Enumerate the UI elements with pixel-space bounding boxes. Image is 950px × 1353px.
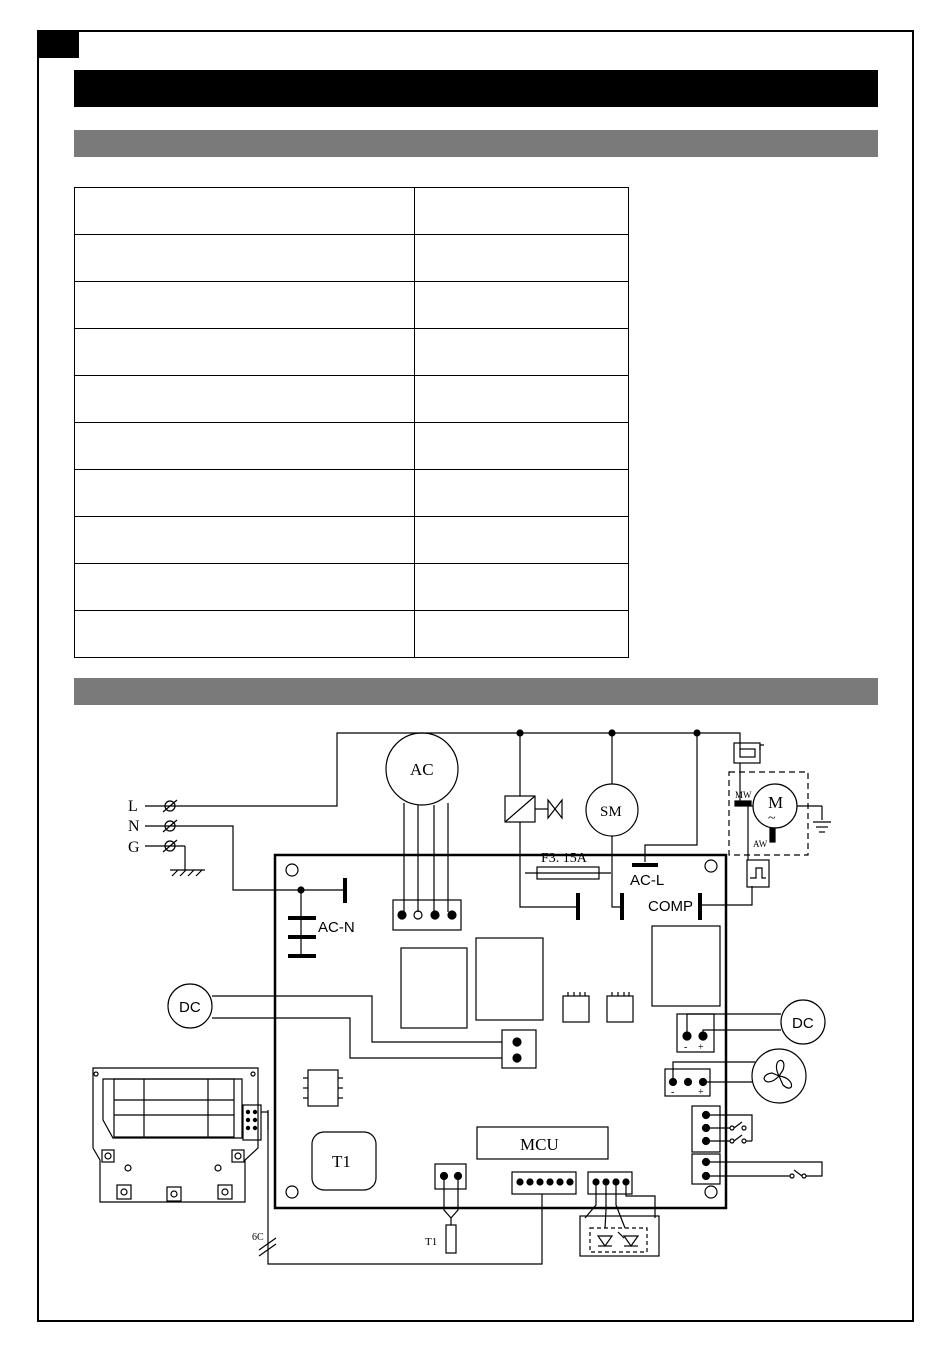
comp-label: COMP <box>648 898 693 915</box>
spec-label-cell <box>75 376 415 423</box>
section-bar-specifications <box>74 130 878 157</box>
spec-row <box>75 235 629 282</box>
dc-minus: - <box>684 1042 688 1053</box>
spec-value-cell <box>415 517 629 564</box>
wiring-diagram <box>0 700 950 1300</box>
dc-plus: + <box>698 1042 704 1053</box>
spec-label-cell <box>75 470 415 517</box>
spec-table <box>74 187 629 658</box>
fan-plus: + <box>698 1087 704 1098</box>
spec-label-cell <box>75 564 415 611</box>
spec-row <box>75 282 629 329</box>
spec-row <box>75 188 629 235</box>
motor-tilde-label: ~ <box>768 811 776 826</box>
spec-label-cell <box>75 517 415 564</box>
sync-motor-label: SM <box>600 804 622 820</box>
spec-label-cell <box>75 611 415 658</box>
spec-row <box>75 329 629 376</box>
spec-value-cell <box>415 470 629 517</box>
spec-value-cell <box>415 376 629 423</box>
mains-label-n: N <box>128 818 140 835</box>
mains-input <box>128 798 205 876</box>
spec-row <box>75 376 629 423</box>
t1-board-label: T1 <box>332 1152 351 1171</box>
dc-left-label: DC <box>179 999 201 1016</box>
mw-label: MW <box>735 790 752 800</box>
spec-label-cell <box>75 188 415 235</box>
title-bar <box>74 70 878 107</box>
page-corner-tab <box>37 30 79 58</box>
spec-value-cell <box>415 423 629 470</box>
spec-label-cell <box>75 235 415 282</box>
ac-motor-symbol <box>386 733 461 930</box>
mains-label-l: L <box>128 798 138 815</box>
spec-row <box>75 611 629 658</box>
ac-motor-label: AC <box>410 760 434 779</box>
fuse-label: F3. 15A <box>541 851 587 866</box>
aw-label: AW <box>753 839 768 849</box>
spec-value-cell <box>415 235 629 282</box>
compressor-motor-symbol <box>729 743 831 887</box>
spec-label-cell <box>75 329 415 376</box>
spec-row <box>75 564 629 611</box>
t1-probe-label: T1 <box>425 1236 438 1248</box>
spec-row <box>75 517 629 564</box>
spec-label-cell <box>75 282 415 329</box>
spec-label-cell <box>75 423 415 470</box>
spec-row <box>75 470 629 517</box>
dc-right-label: DC <box>792 1015 814 1032</box>
display-board <box>93 1068 268 1202</box>
spec-value-cell <box>415 282 629 329</box>
spec-value-cell <box>415 188 629 235</box>
motor-m-label: M <box>768 793 784 812</box>
spec-value-cell <box>415 564 629 611</box>
ac-n-label: AC-N <box>318 919 355 936</box>
mains-label-g: G <box>128 839 140 856</box>
cable-6c-label: 6C <box>252 1232 264 1243</box>
spec-value-cell <box>415 329 629 376</box>
fan-minus: - <box>671 1087 675 1098</box>
spec-value-cell <box>415 611 629 658</box>
spec-row <box>75 423 629 470</box>
mcu-label: MCU <box>520 1135 559 1154</box>
ac-l-label: AC-L <box>630 872 665 889</box>
